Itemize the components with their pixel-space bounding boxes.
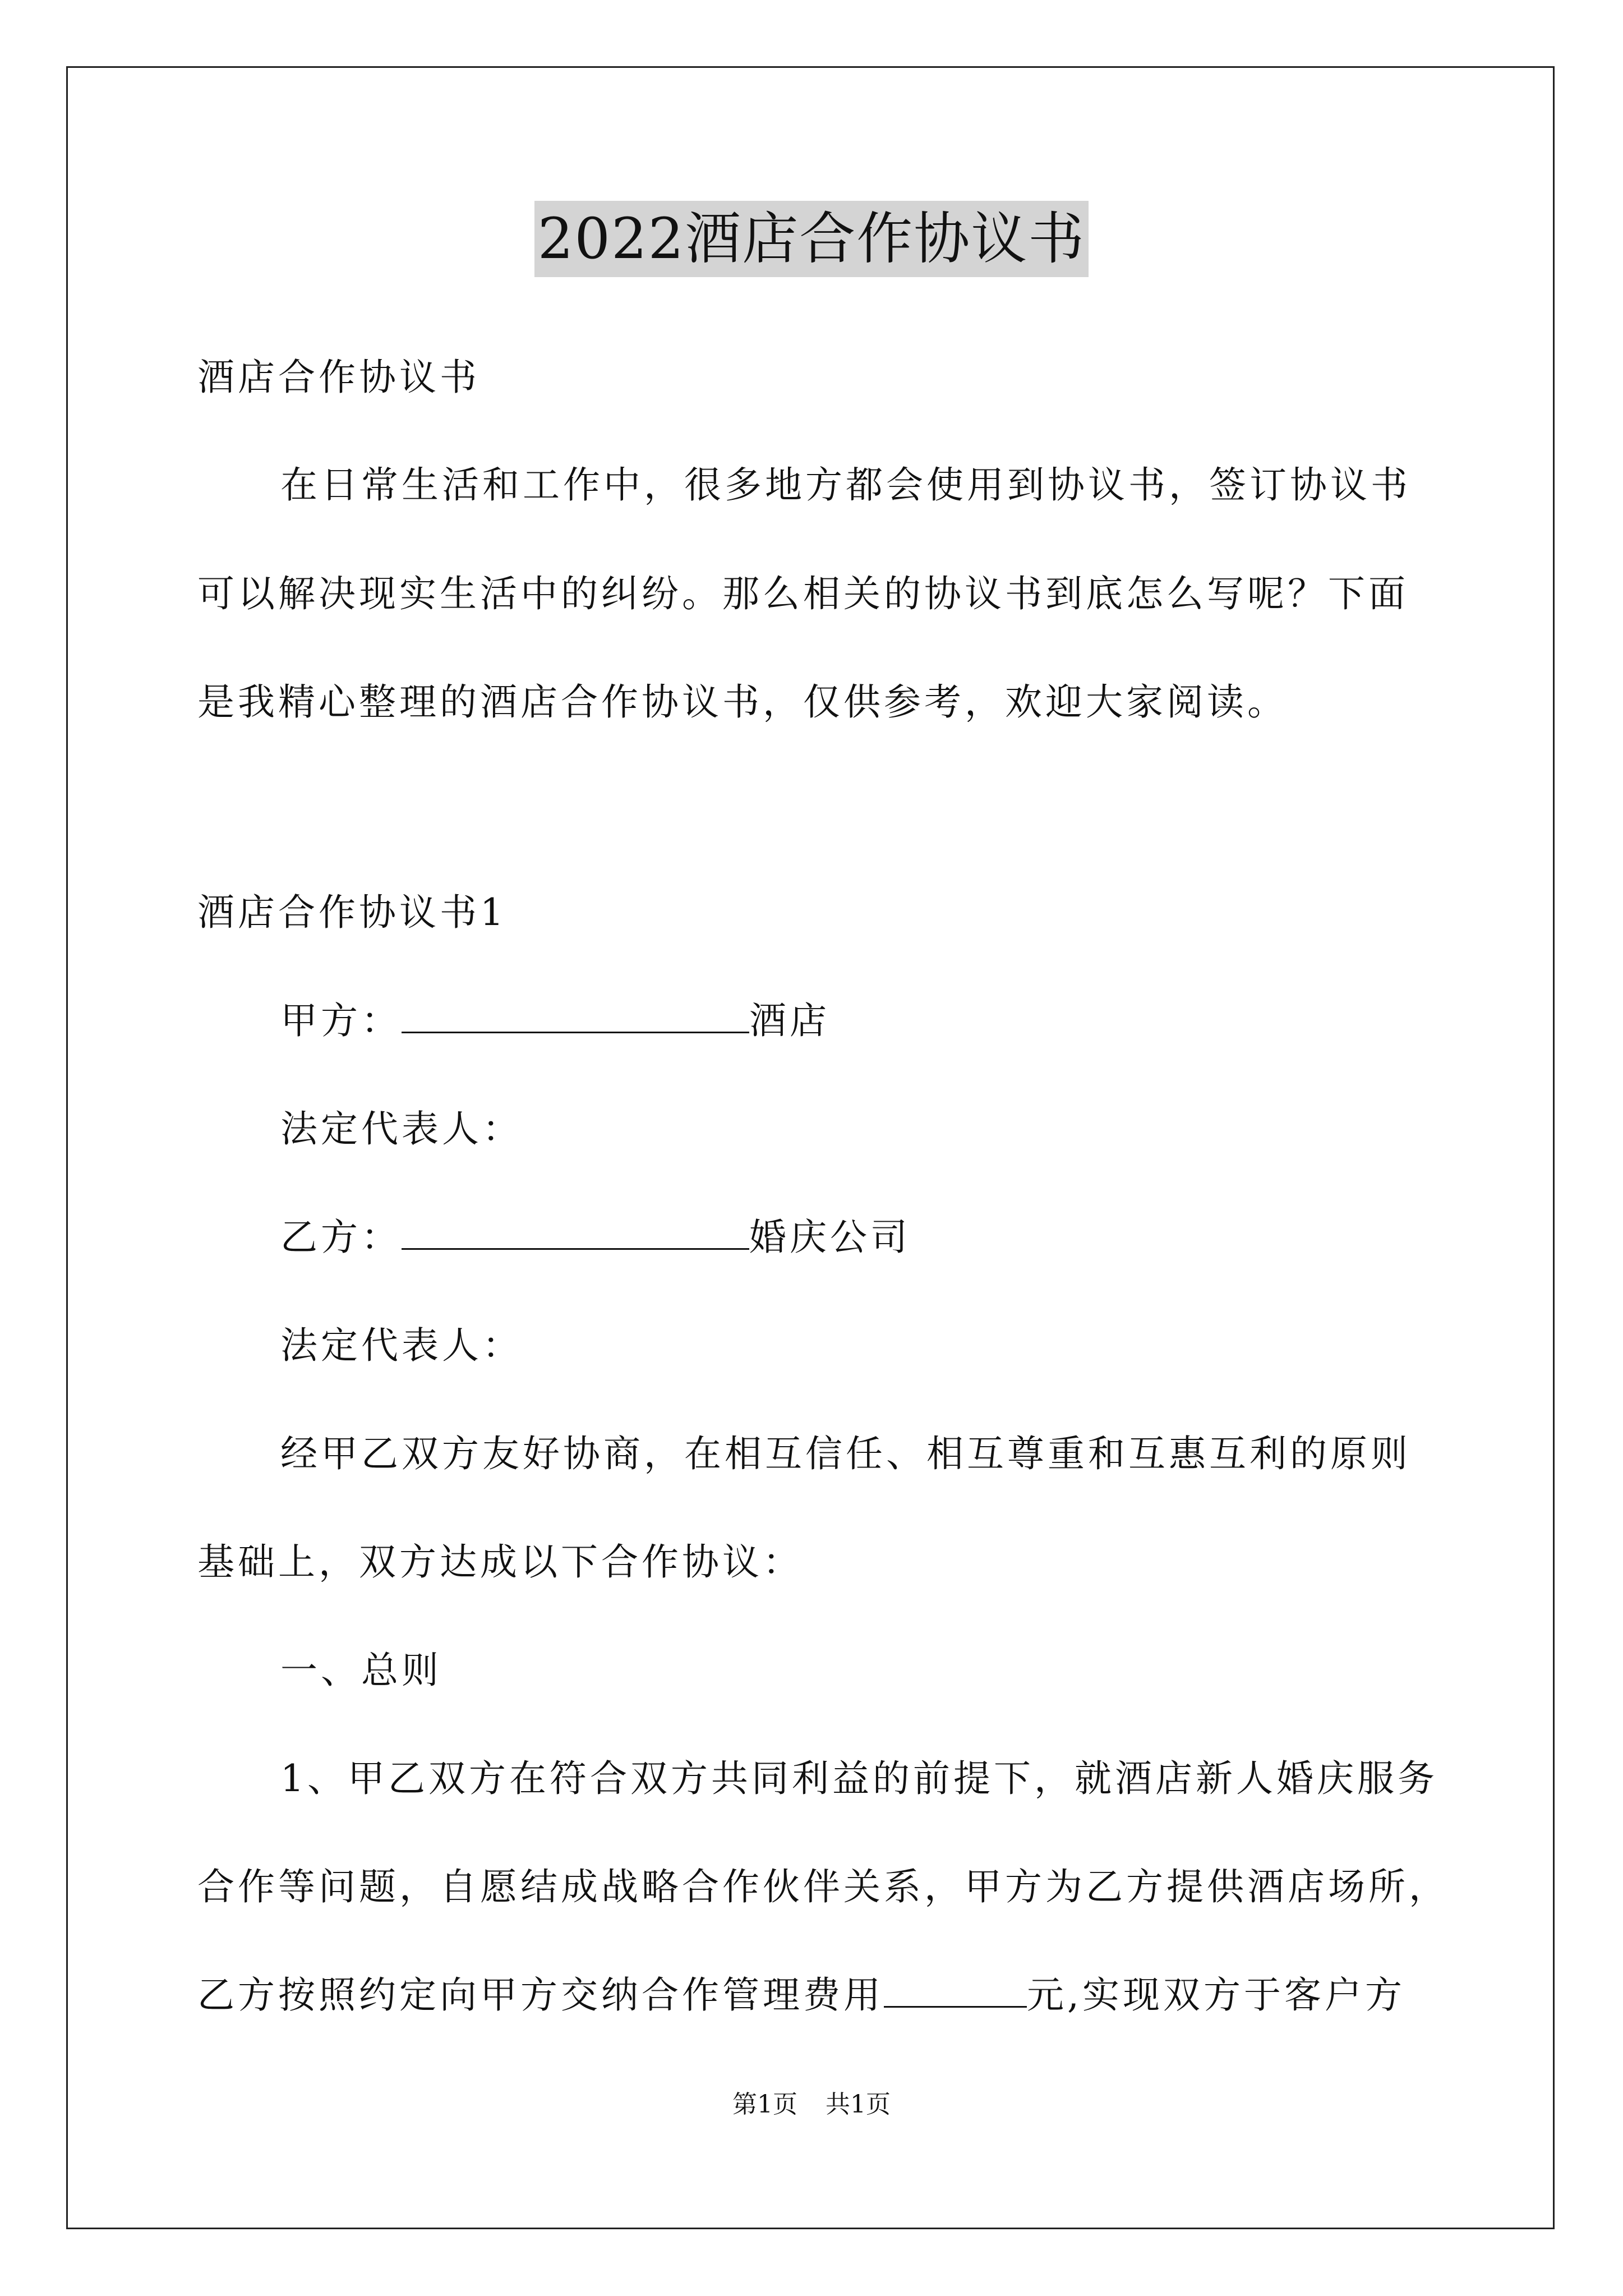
clause1-line-2: 合作等问题，自愿结成战略合作伙伴关系，甲方为乙方提供酒店场所， [197, 1865, 1449, 1908]
fee-amount-blank [884, 1972, 1027, 2008]
intro-line-1: 在日常生活和工作中，很多地方都会使用到协议书，签订协议书 [280, 463, 1411, 507]
page-footer [0, 2088, 1623, 2122]
party-b-suffix: 婚庆公司 [749, 1216, 911, 1259]
party-b-label: 乙方： [280, 1216, 402, 1259]
preamble-line-1: 经甲乙双方友好协商，在相互信任、相互尊重和互惠互利的原则 [280, 1432, 1411, 1475]
party-b-line [280, 1212, 1514, 1263]
document-subtitle: 酒店合作协议书 [197, 356, 480, 399]
title-container [0, 201, 1623, 277]
party-b-representative: 法定代表人： [280, 1324, 523, 1367]
chapter-heading: 一、总则 [280, 1649, 442, 1692]
clause1-line-3 [197, 1970, 1431, 2021]
party-a-line [280, 996, 1514, 1046]
clause1-fee-suffix: 元,实现双方于客户方 [1027, 1973, 1405, 2017]
section-heading: 酒店合作协议书1 [197, 891, 507, 934]
intro-line-3: 是我精心整理的酒店合作协议书，仅供参考，欢迎大家阅读。 [197, 680, 1288, 724]
page-total: 共1页 [826, 2090, 891, 2119]
party-a-label: 甲方： [280, 999, 402, 1042]
party-a-representative: 法定代表人： [280, 1107, 523, 1151]
intro-line-2: 可以解决现实生活中的纠纷。那么相关的协议书到底怎么写呢？下面 [197, 572, 1409, 615]
clause1-fee-prefix: 乙方按照约定向甲方交纳合作管理费用 [197, 1973, 884, 2017]
party-a-blank [402, 998, 749, 1033]
page-current: 第1页 [732, 2090, 797, 2119]
document-title: 2022酒店合作协议书 [534, 201, 1089, 277]
party-a-suffix: 酒店 [749, 999, 830, 1042]
clause1-line-1: 1、甲乙双方在符合双方共同利益的前提下，就酒店新人婚庆服务 [280, 1757, 1438, 1800]
party-b-blank [402, 1214, 749, 1250]
preamble-line-2: 基础上，双方达成以下合作协议： [197, 1540, 803, 1584]
